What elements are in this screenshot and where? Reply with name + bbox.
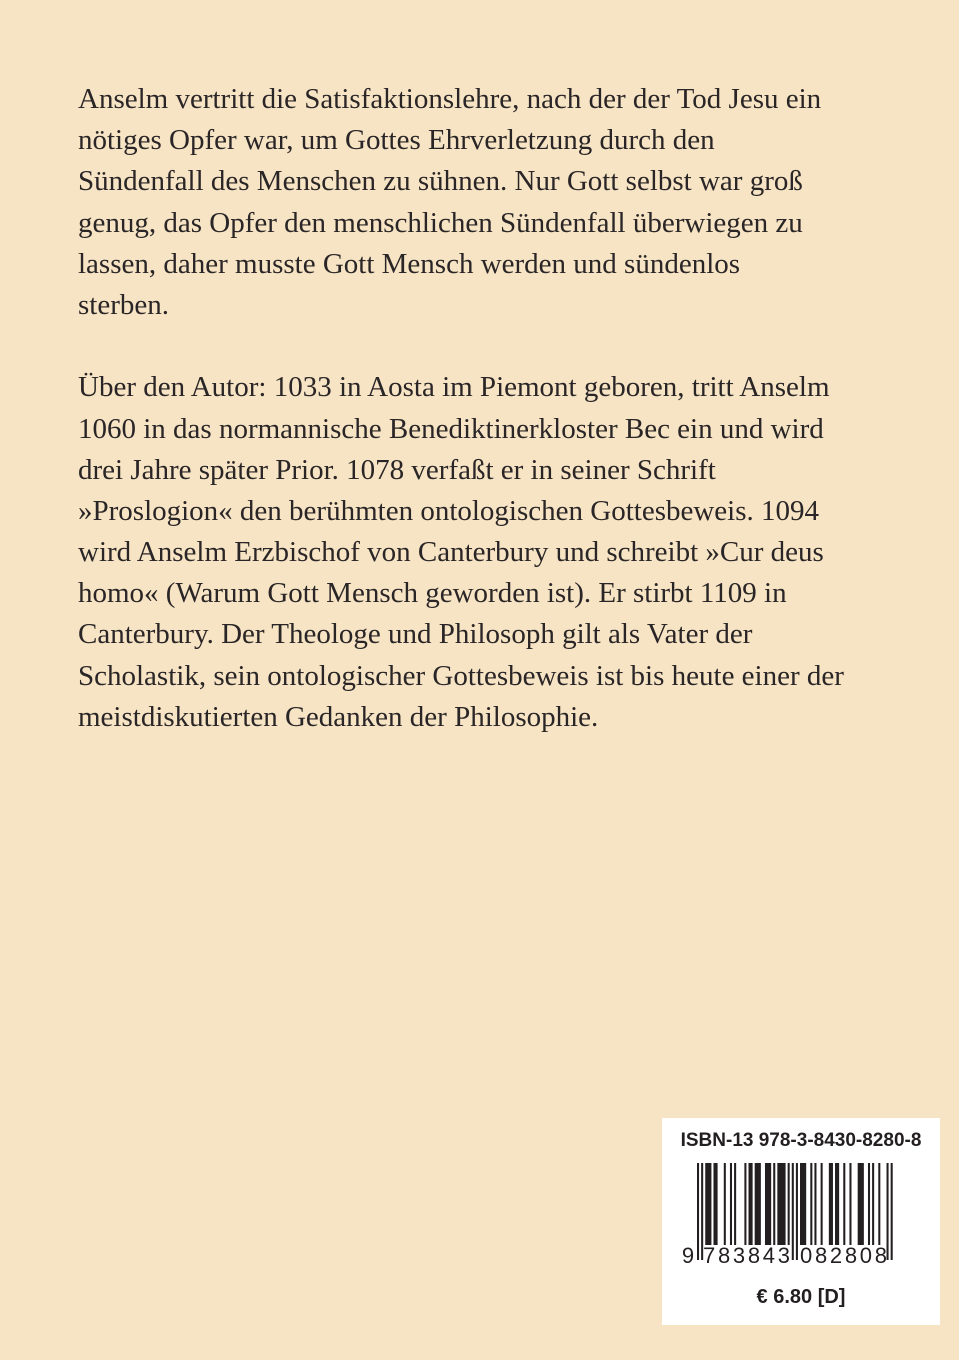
text-line: drei Jahre später Prior. 1078 verfaßt er in seiner Schrift (78, 453, 716, 486)
barcode-bar (814, 1163, 816, 1245)
text-line: wird Anselm Erzbischof von Canterbury und schreibt »Cur deus (78, 536, 824, 569)
text-line: genug, das Opfer den menschlichen Sündenfall überwiegen zu (78, 206, 803, 239)
barcode-bar (800, 1163, 806, 1245)
text-line: Anselm vertritt die Satisfaktionslehre, nach der der Tod Jesu ein (78, 83, 822, 115)
text-line: Sündenfall des Menschen zu sühnen. Nur Gott selbst war groß (78, 165, 803, 198)
barcode-bar (843, 1163, 845, 1245)
text-line: Canterbury. Der Theologe und Philosoph gilt als Vater der (78, 618, 753, 651)
text-line: lassen, daher musste Gott Mensch werden und sündenlos (78, 247, 741, 280)
barcode-first-digit: 9 (681, 1243, 695, 1268)
barcode-bar (858, 1163, 864, 1245)
barcode-bar (773, 1163, 775, 1245)
barcode-bar (829, 1163, 833, 1245)
blurb-text (78, 79, 890, 779)
barcode-guard-bar (697, 1163, 699, 1260)
paragraph-summary (78, 79, 890, 326)
text-line: Über den Autor: 1033 in Aosta im Piemont geboren, tritt Anselm (78, 371, 830, 404)
barcode-bar (724, 1163, 726, 1245)
barcode-left-digits: 783843 (703, 1243, 790, 1268)
barcode-bar (777, 1163, 785, 1245)
barcode-bar (730, 1163, 732, 1245)
barcode (662, 1158, 940, 1268)
barcode-guard-bar (792, 1163, 794, 1260)
barcode-label (662, 1118, 940, 1325)
barcode-bar (755, 1163, 761, 1245)
price-text: € 6.80 [D] (756, 1286, 846, 1308)
barcode-bar (749, 1163, 753, 1245)
barcode-bar (868, 1163, 870, 1245)
barcode-bar (821, 1163, 823, 1245)
barcode-bar (810, 1163, 812, 1245)
barcode-bar (788, 1163, 790, 1245)
barcode-right-digits: 082808 (800, 1243, 887, 1268)
paragraph-about-author (78, 367, 890, 738)
text-line: sterben. (78, 288, 169, 321)
barcode-guard-bar (891, 1163, 893, 1260)
isbn-text-container (662, 1129, 940, 1153)
text-line: nötiges Opfer war, um Gottes Ehrverletzung durch den (78, 124, 715, 157)
barcode-bar (835, 1163, 839, 1245)
barcode-bar (872, 1163, 874, 1245)
text-line: meistdiskutierten Gedanken der Philosophie. (78, 700, 599, 733)
barcode-bar (878, 1163, 880, 1245)
text-line: homo« (Warum Gott Mensch geworden ist). Er stirbt 1109 in (78, 577, 787, 610)
barcode-bar (744, 1163, 746, 1245)
text-line: 1060 in das normannische Benediktinerkloster Bec ein und wird (78, 412, 824, 445)
barcode-bar (713, 1163, 717, 1245)
isbn-text: ISBN-13 978-3-8430-8280-8 (680, 1130, 922, 1151)
barcode-bar (765, 1163, 771, 1245)
barcode-bar (734, 1163, 736, 1245)
barcode-bar (849, 1163, 851, 1245)
barcode-bar (705, 1163, 711, 1245)
text-line: »Proslogion« den berühmten ontologischen Gottesbeweis. 1094 (78, 494, 820, 527)
barcode-guard-bar (796, 1163, 798, 1260)
text-line: Scholastik, sein ontologischer Gottesbeweis ist bis heute einer der (78, 659, 844, 692)
